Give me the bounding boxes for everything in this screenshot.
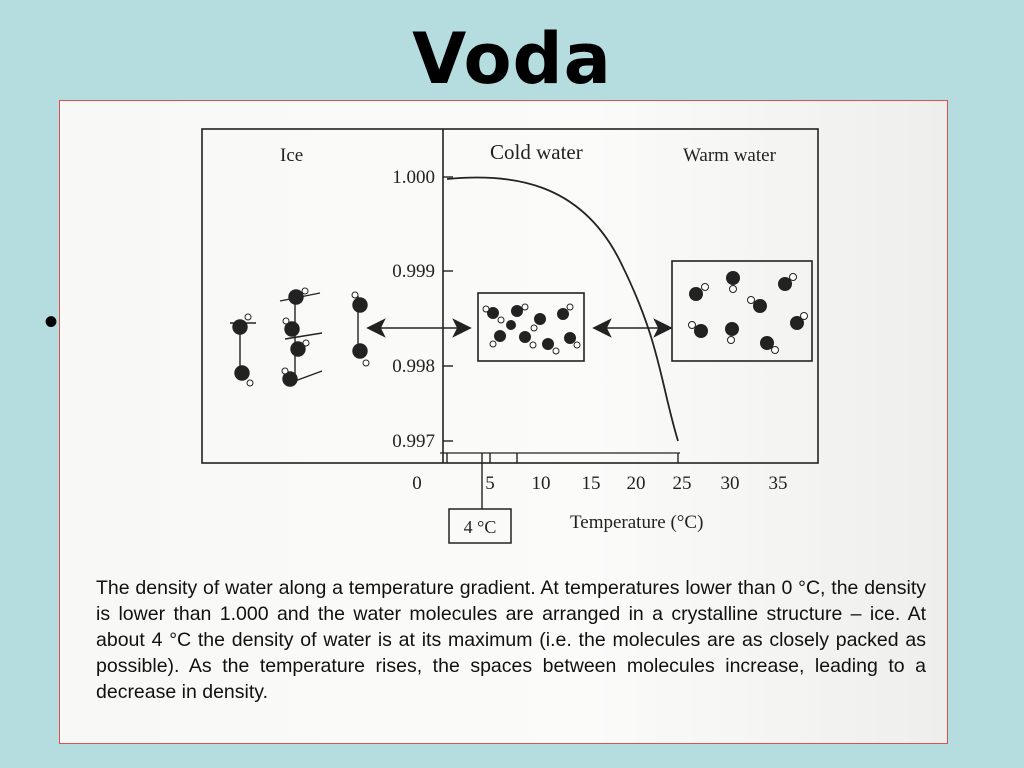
y-tick-label: 0.998 <box>392 356 435 377</box>
ice-hydrogens <box>245 288 369 386</box>
y-tick-label: 0.999 <box>392 261 435 282</box>
x-tick-label: 35 <box>768 473 788 494</box>
y-tick-label: 0.997 <box>392 431 435 452</box>
region-label-cold: Cold water <box>490 140 583 164</box>
x-axis-label: Temperature (°C) <box>570 512 704 533</box>
x-tick-label: 0 <box>412 473 422 494</box>
x-tick-label: 20 <box>626 473 646 494</box>
slide-title: Voda <box>412 18 612 100</box>
warm-molecules <box>689 271 804 350</box>
x-tick-label: 5 <box>485 473 495 494</box>
figure-frame <box>59 100 948 744</box>
region-label-warm: Warm water <box>683 145 776 166</box>
x-tick-label: 25 <box>672 473 692 494</box>
x-tick-label: 15 <box>581 473 601 494</box>
x-tick-label: 30 <box>720 473 740 494</box>
marker-label: 4 °C <box>463 517 497 537</box>
arrow-ice-cold <box>368 320 470 336</box>
x-axis-ticks <box>412 453 787 494</box>
x-tick-label: 10 <box>531 473 551 494</box>
bullet-point: • <box>44 300 59 344</box>
y-axis-ticks <box>392 167 453 452</box>
figure-caption: The density of water along a temperature gradient. At temperatures lower than 0 °C, the density is lower than 1.000 and the water molecules are arranged in a crystalline structure – ice. At about 4 °C the density of water is at its maximum (i.e. the molecules are as closely packed as possible). As the temperature rises, the spaces between molecules increase, leading to a decrease in density. <box>96 577 926 703</box>
ice-lattice <box>230 290 367 386</box>
region-label-ice: Ice <box>280 145 304 166</box>
y-tick-label: 1.000 <box>392 167 435 188</box>
arrow-cold-warm <box>594 320 671 336</box>
